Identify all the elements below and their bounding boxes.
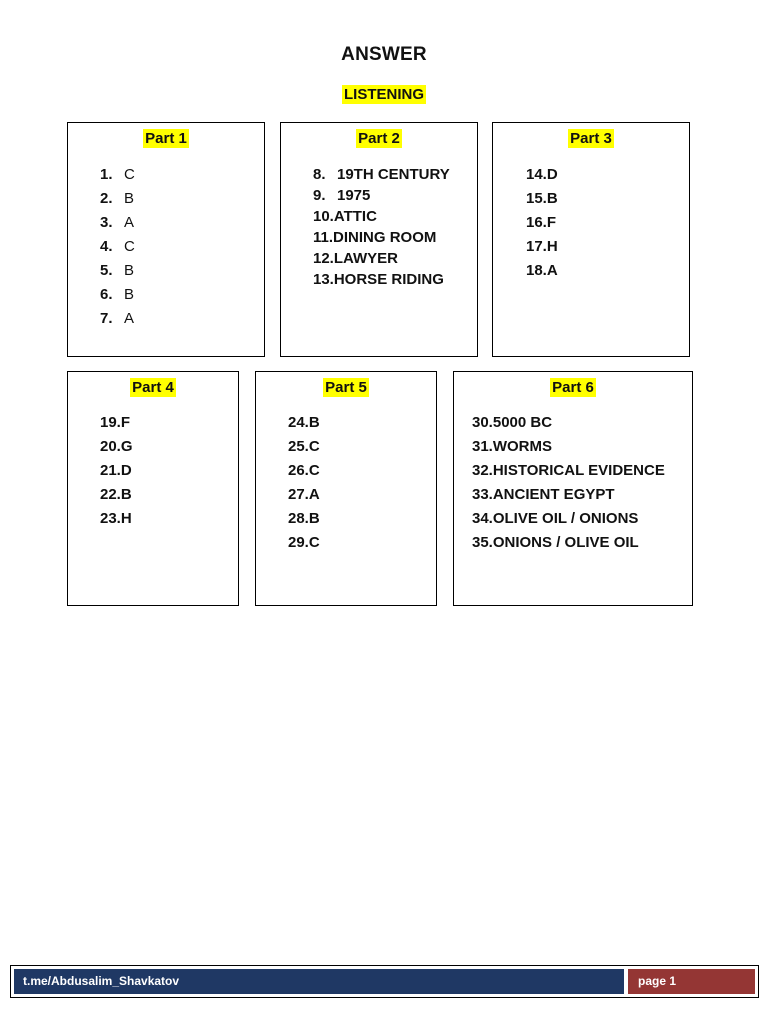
part-2-heading: Part 2 <box>358 130 400 147</box>
page-title: ANSWER <box>341 44 427 65</box>
answer-item: 3. A <box>100 214 135 231</box>
answer-item: 21.D <box>100 462 132 479</box>
answer-item: 4. C <box>100 238 135 255</box>
answer-item: 33.ANCIENT EGYPT <box>472 486 615 503</box>
section-heading <box>0 86 768 104</box>
part-1-box <box>67 122 265 357</box>
part-1-answers <box>100 163 135 331</box>
answer-item: 34.OLIVE OIL / ONIONS <box>472 510 639 527</box>
answer-item: 30.5000 BC <box>472 414 553 431</box>
answer-item: 16.F <box>526 214 557 231</box>
answer-item: 14.D <box>526 166 558 183</box>
part-6-heading: Part 6 <box>552 379 594 396</box>
page-number: page 1 <box>628 969 755 994</box>
footer-link[interactable]: t.me/Abdusalim_Shavkatov <box>14 969 624 994</box>
answer-item: 9. 1975 <box>313 187 371 204</box>
part-4-box <box>67 371 239 606</box>
answer-item: 11.DINING ROOM <box>313 229 437 246</box>
answer-item: 25.C <box>288 438 320 455</box>
answer-item: 2. B <box>100 190 135 207</box>
part-3-box <box>492 122 690 357</box>
answer-item: 1. C <box>100 166 135 183</box>
answer-item: 8. 19TH CENTURY <box>313 166 450 183</box>
part-5-answers <box>288 411 320 555</box>
answer-item: 27.A <box>288 486 320 503</box>
answer-item: 5. B <box>100 262 135 279</box>
part-5-heading: Part 5 <box>325 379 367 396</box>
part-5-box <box>255 371 437 606</box>
answer-item: 24.B <box>288 414 320 431</box>
answer-item: 23.H <box>100 510 132 527</box>
part-3-answers <box>526 163 558 283</box>
part-1-heading: Part 1 <box>145 130 187 147</box>
answer-item: 20.G <box>100 438 133 455</box>
answer-item: 35.ONIONS / OLIVE OIL <box>472 534 639 551</box>
answer-item: 15.B <box>526 190 558 207</box>
part-4-heading: Part 4 <box>132 379 174 396</box>
part-2-box <box>280 122 478 357</box>
answer-item: 28.B <box>288 510 320 527</box>
answer-item: 10.ATTIC <box>313 208 377 225</box>
answer-item: 18.A <box>526 262 558 279</box>
part-6-box <box>453 371 693 606</box>
answer-item: 32.HISTORICAL EVIDENCE <box>472 462 665 479</box>
answer-item: 12.LAWYER <box>313 250 399 267</box>
answer-item: 19.F <box>100 414 131 431</box>
page-footer <box>10 965 759 998</box>
part-2-answers <box>313 164 450 290</box>
answer-item: 29.C <box>288 534 320 551</box>
part-3-heading: Part 3 <box>570 130 612 147</box>
answer-item: 22.B <box>100 486 132 503</box>
answer-item: 6. B <box>100 286 135 303</box>
part-6-answers <box>472 411 665 555</box>
answer-item: 26.C <box>288 462 320 479</box>
answer-item: 31.WORMS <box>472 438 553 455</box>
answer-item: 7. A <box>100 310 135 327</box>
section-heading-text: LISTENING <box>343 86 424 103</box>
answer-item: 17.H <box>526 238 558 255</box>
answer-item: 13.HORSE RIDING <box>313 271 444 288</box>
part-4-answers <box>100 411 133 531</box>
